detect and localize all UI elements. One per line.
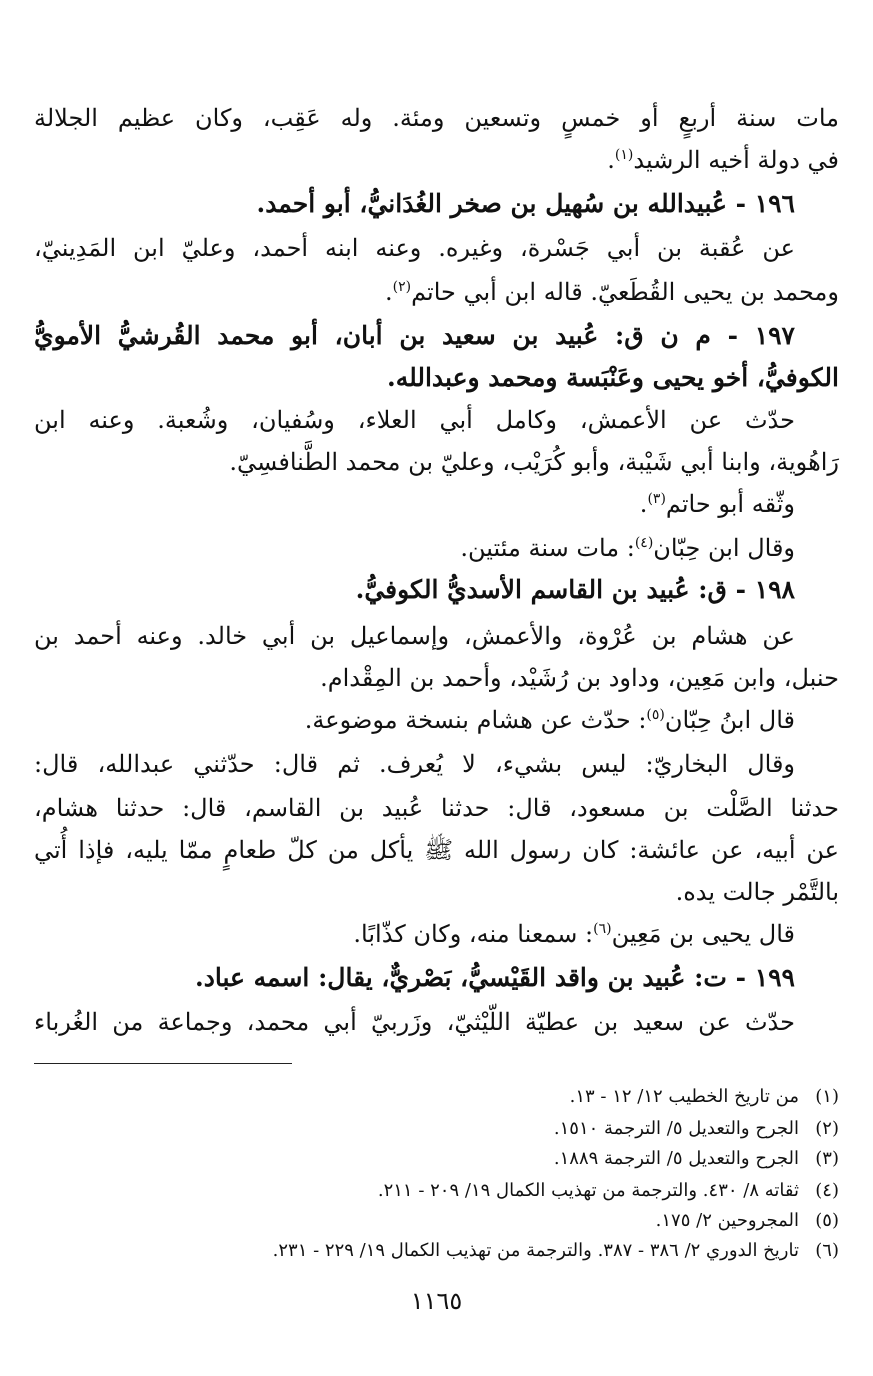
footnote-number: (٢) <box>815 1118 839 1139</box>
footnote-text: الجرح والتعديل ٥/ الترجمة ١٨٨٩. <box>553 1148 799 1169</box>
entry-heading-198: ١٩٨ - ق: عُبيد بن القاسم الأسديُّ الكوفيُّ. <box>355 575 795 604</box>
footnote <box>34 1238 839 1264</box>
text-line: عن هشام بن عُرْوة، والأعمش، وإسماعيل بن أبي خالد. وعنه أحمد بن <box>34 622 795 650</box>
footnote-ref: (٣) <box>647 491 666 507</box>
text-line <box>34 270 839 314</box>
text-line <box>34 482 795 526</box>
footnote-divider <box>34 1063 292 1064</box>
text-span: : مات سنة مئتين. <box>460 534 635 562</box>
entry-heading-197: ١٩٧ - م ن ق: عُبيد بن سعيد بن أبان، أبو محمد القُرشيُّ الأمويُّ <box>34 321 795 350</box>
text-line: مات سنة أربعٍ أو خمسٍ وتسعين ومئة. وله عَقِب، وكان عظيم الجلالة <box>34 104 839 132</box>
footnote-number: (٦) <box>815 1240 839 1261</box>
text-span: . <box>384 278 393 306</box>
footnote-ref: (٤) <box>634 535 654 551</box>
text-line: وقال البخاريّ: ليس بشيء، لا يُعرف. ثم قال: حدّثني عبدالله، قال: <box>34 750 795 778</box>
text-span: . <box>607 146 615 174</box>
text-span: قال يحيى بن مَعِين <box>611 920 795 948</box>
text-line: حدّث عن سعيد بن عطيّة اللّيْثيّ، وزَربيّ أبي محمد، وجماعة من الغُرباء <box>34 1008 795 1036</box>
footnote <box>34 1178 839 1204</box>
entry-heading-199: ١٩٩ - ت: عُبيد بن واقد القَيْسيُّ، بَصْريٌّ، يقال: اسمه عباد. <box>195 963 795 992</box>
text-span: وقال ابن حِبّان <box>653 534 795 562</box>
footnote-text: المجروحين ٢/ ١٧٥. <box>655 1210 799 1231</box>
footnote <box>34 1208 839 1234</box>
footnote-number: (٤) <box>815 1180 839 1201</box>
text-line: رَاهُوية، وابنا أبي شَيْبة، وأبو كُرَيْب، وعليّ بن محمد الطَّنافسِيّ. <box>229 448 839 476</box>
text-span: : سمعنا منه، وكان كذّابًا. <box>353 920 594 948</box>
footnote-ref: (٦) <box>593 921 612 937</box>
footnote <box>34 1116 839 1142</box>
entry-heading-197-cont: الكوفيُّ، أخو يحيى وعَنْبَسة ومحمد وعبدالله. <box>386 363 839 392</box>
text-line <box>34 698 795 742</box>
text-span: قال ابنُ حِبّان <box>664 706 795 734</box>
footnote-number: (٣) <box>815 1148 839 1169</box>
text-span: في دولة أخيه الرشيد <box>633 146 839 174</box>
footnote-number: (١) <box>815 1086 839 1107</box>
text-line: عن عُقبة بن أبي جَسْرة، وغيره. وعنه ابنه أحمد، وعليّ ابن المَدِينيّ، <box>34 234 795 262</box>
footnote-text: تاريخ الدوري ٢/ ٣٨٦ - ٣٨٧. والترجمة من تهذيب الكمال ١٩/ ٢٢٩ - ٢٣١. <box>272 1240 799 1261</box>
text-line: عن أبيه، عن عائشة: كان رسول الله ﷺ يأكل من كلّ طعامٍ ممّا يليه، فإذا أُتي <box>34 836 839 864</box>
text-span: : حدّث عن هشام بنسخة موضوعة. <box>304 706 647 734</box>
text-line: حدثنا الصَّلْت بن مسعود، قال: حدثنا عُبيد بن القاسم، قال: حدثنا هشام، <box>34 794 839 822</box>
text-span: وثّقه أبو حاتم <box>665 490 795 518</box>
text-line: حنبل، وابن مَعِين، وداود بن رُشَيْد، وأحمد بن المِقْدام. <box>320 664 839 692</box>
text-line <box>34 912 795 956</box>
text-span: ومحمد بن يحيى القُطَعيّ. قاله ابن أبي حاتم <box>411 278 839 306</box>
text-span: . <box>639 490 648 518</box>
footnote <box>34 1084 839 1110</box>
text-line: بالتَّمْر جالت يده. <box>675 878 839 906</box>
footnote-number: (٥) <box>815 1210 839 1231</box>
footnote-text: من تاريخ الخطيب ١٢/ ١٢ - ١٣. <box>569 1086 799 1107</box>
text-line <box>34 138 839 182</box>
footnote <box>34 1146 839 1172</box>
footnote-ref: (١) <box>614 147 634 163</box>
footnote-text: الجرح والتعديل ٥/ الترجمة ١٥١٠. <box>553 1118 799 1139</box>
footnote-text: ثقاته ٨/ ٤٣٠. والترجمة من تهذيب الكمال ١٩/ ٢٠٩ - ٢١١. <box>377 1180 799 1201</box>
footnote-ref: (٢) <box>392 279 412 295</box>
footnote-ref: (٥) <box>646 707 665 723</box>
text-line <box>34 526 795 570</box>
text-line: حدّث عن الأعمش، وكامل أبي العلاء، وسُفيان، وشُعبة. وعنه ابن <box>34 406 795 434</box>
page-number: ١١٦٥ <box>410 1287 463 1315</box>
entry-heading-196: ١٩٦ - عُبيدالله بن سُهيل بن صخر الغُدَانيُّ، أبو أحمد. <box>256 189 795 218</box>
